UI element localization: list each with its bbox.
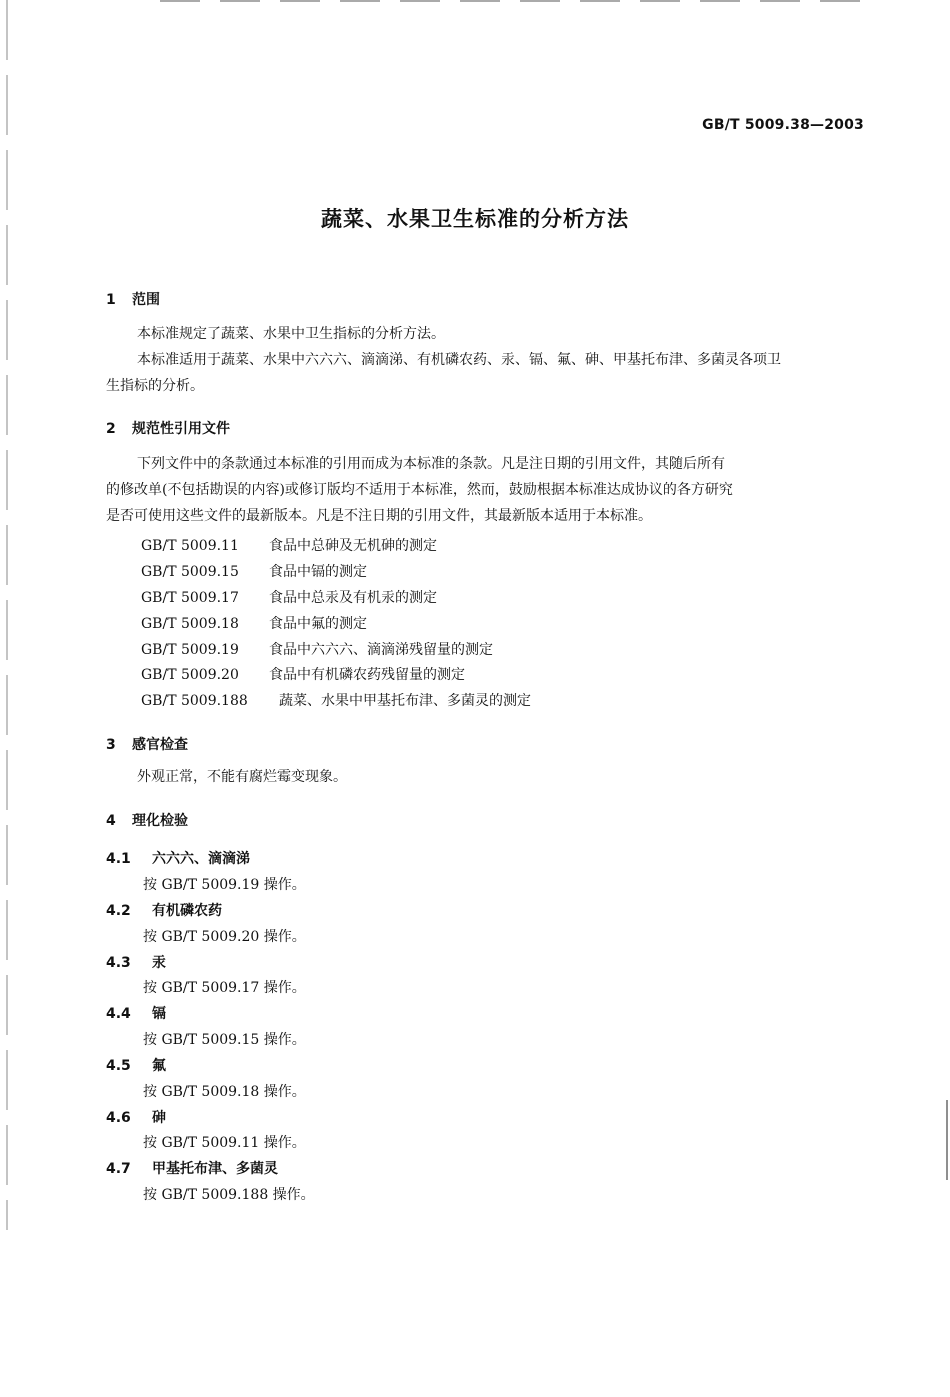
subsection-title: 甲基托布津、多菌灵 — [152, 1161, 278, 1177]
section-title: 理化检验 — [132, 813, 188, 829]
subsection-number: 4.5 — [106, 1058, 131, 1074]
scan-border-right — [946, 1100, 948, 1180]
reference-row — [141, 690, 531, 710]
reference-row — [141, 664, 465, 684]
subsection-number: 4.6 — [106, 1110, 131, 1126]
subsection-heading — [106, 1158, 278, 1178]
subsection-heading — [106, 1003, 166, 1023]
subsection-heading — [106, 1107, 166, 1127]
section-number: 4 — [106, 813, 116, 829]
section-2-para-line-2: 的修改单(不包括勘误的内容)或修订版均不适用于本标准，然而，鼓励根据本标准达成协议的各方研究 — [106, 482, 733, 498]
section-title: 范围 — [132, 292, 160, 308]
standard-code: GB/T 5009.38—2003 — [702, 117, 864, 133]
reference-name: 食品中六六六、滴滴涕残留量的测定 — [269, 642, 493, 658]
reference-name: 食品中镉的测定 — [269, 564, 367, 580]
section-2-para-line-1: 下列文件中的条款通过本标准的引用而成为本标准的条款。凡是注日期的引用文件，其随后所有 — [137, 456, 725, 472]
operation-text: 按 GB/T 5009.18 操作。 — [143, 1084, 306, 1100]
reference-code: GB/T 5009.20 — [141, 667, 239, 683]
subsection-heading — [106, 900, 222, 920]
scan-border-left — [6, 0, 8, 1230]
section-1-heading — [106, 289, 160, 309]
operation-text: 按 GB/T 5009.19 操作。 — [143, 877, 306, 893]
reference-name: 食品中总汞及有机汞的测定 — [269, 590, 437, 606]
operation-text: 按 GB/T 5009.11 操作。 — [143, 1135, 306, 1151]
reference-code: GB/T 5009.15 — [141, 564, 239, 580]
subsection-number: 4.2 — [106, 903, 131, 919]
reference-code: GB/T 5009.188 — [141, 693, 248, 709]
operation-text: 按 GB/T 5009.188 操作。 — [143, 1187, 315, 1203]
reference-name: 食品中总砷及无机砷的测定 — [269, 538, 437, 554]
section-title: 感官检查 — [132, 737, 188, 753]
subsection-number: 4.7 — [106, 1161, 131, 1177]
section-3-heading — [106, 734, 188, 754]
scan-border-top — [160, 0, 860, 2]
operation-text: 按 GB/T 5009.15 操作。 — [143, 1032, 306, 1048]
subsection-title: 六六六、滴滴涕 — [152, 851, 250, 867]
reference-code: GB/T 5009.11 — [141, 538, 239, 554]
operation-text: 按 GB/T 5009.20 操作。 — [143, 929, 306, 945]
subsection-title: 有机磷农药 — [152, 903, 222, 919]
subsection-heading — [106, 1055, 166, 1075]
reference-row — [141, 613, 367, 633]
subsection-title: 砷 — [152, 1110, 166, 1126]
subsection-title: 镉 — [152, 1006, 166, 1022]
subsection-title: 汞 — [152, 955, 166, 971]
section-2-heading — [106, 418, 230, 438]
section-number: 3 — [106, 737, 116, 753]
section-1-para-2-line-2: 生指标的分析。 — [106, 378, 204, 394]
section-4-heading — [106, 810, 188, 830]
reference-name: 蔬菜、水果中甲基托布津、多菌灵的测定 — [279, 693, 531, 709]
section-1-para-1: 本标准规定了蔬菜、水果中卫生指标的分析方法。 — [137, 326, 445, 342]
subsection-number: 4.3 — [106, 955, 131, 971]
reference-code: GB/T 5009.17 — [141, 590, 239, 606]
section-2-para-line-3: 是否可使用这些文件的最新版本。凡是不注日期的引用文件，其最新版本适用于本标准。 — [106, 508, 652, 524]
operation-text: 按 GB/T 5009.17 操作。 — [143, 980, 306, 996]
reference-code: GB/T 5009.19 — [141, 642, 239, 658]
subsection-title: 氟 — [152, 1058, 166, 1074]
reference-code: GB/T 5009.18 — [141, 616, 239, 632]
reference-row — [141, 639, 493, 659]
section-1-para-2-line-1: 本标准适用于蔬菜、水果中六六六、滴滴涕、有机磷农药、汞、镉、氟、砷、甲基托布津、多菌灵各项卫 — [137, 352, 781, 368]
reference-row — [141, 587, 437, 607]
section-3-para: 外观正常，不能有腐烂霉变现象。 — [137, 769, 347, 785]
reference-name: 食品中有机磷农药残留量的测定 — [269, 667, 465, 683]
section-number: 1 — [106, 292, 116, 308]
document-title: 蔬菜、水果卫生标准的分析方法 — [321, 207, 629, 231]
section-number: 2 — [106, 421, 116, 437]
subsection-heading — [106, 848, 250, 868]
subsection-heading — [106, 952, 166, 972]
reference-row — [141, 561, 367, 581]
reference-row — [141, 535, 437, 555]
section-title: 规范性引用文件 — [132, 421, 230, 437]
subsection-number: 4.4 — [106, 1006, 131, 1022]
reference-name: 食品中氟的测定 — [269, 616, 367, 632]
subsection-number: 4.1 — [106, 851, 131, 867]
